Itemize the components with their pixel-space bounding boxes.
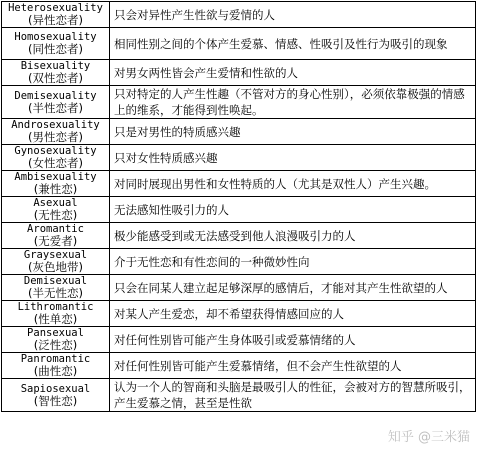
term-cell bbox=[2, 223, 110, 249]
term-english: Asexual bbox=[33, 197, 78, 209]
table-row bbox=[2, 2, 476, 28]
table-row bbox=[2, 28, 476, 60]
term-chinese: (灰色地带) bbox=[28, 260, 83, 274]
definition-cell: 对任何性别皆可能产生身体吸引或爱慕情绪的人 bbox=[110, 327, 476, 353]
term-cell bbox=[2, 28, 110, 60]
term-cell bbox=[2, 60, 110, 86]
table-row bbox=[2, 60, 476, 86]
table-row bbox=[2, 275, 476, 301]
term-english: Demisexuality bbox=[14, 89, 97, 102]
term-chinese: (曲性恋) bbox=[33, 364, 78, 378]
term-chinese: (同性恋者) bbox=[28, 42, 83, 56]
term-cell bbox=[2, 327, 110, 353]
definition-cell: 认为一个人的智商和头脑是最吸引人的性征，会被对方的智慧所吸引，产生爱慕之情，甚至是性欲 bbox=[110, 379, 476, 412]
table-row bbox=[2, 171, 476, 197]
term-chinese: (双性恋者) bbox=[28, 71, 83, 85]
term-cell bbox=[2, 249, 110, 275]
table-row bbox=[2, 197, 476, 223]
term-english: Aromantic bbox=[27, 223, 84, 235]
term-chinese: (兼性恋) bbox=[33, 182, 78, 196]
definition-cell: 对男女两性皆会产生爱情和性欲的人 bbox=[110, 60, 476, 86]
term-english: Bisexuality bbox=[20, 60, 91, 72]
term-chinese: (半性恋者) bbox=[28, 100, 83, 115]
definition-cell: 只对女性特质感兴趣 bbox=[110, 145, 476, 171]
term-english: Androsexuality bbox=[11, 119, 100, 131]
term-english: Panromantic bbox=[20, 353, 91, 365]
term-chinese: (异性恋者) bbox=[28, 13, 83, 27]
term-english: Gynosexuality bbox=[14, 145, 97, 157]
term-cell bbox=[2, 86, 110, 119]
definition-cell: 无法感知性吸引力的人 bbox=[110, 197, 476, 223]
definition-cell: 只对特定的人产生性趣（不管对方的身心性别），必须依靠极强的情感上的维系，才能得到性唤起。 bbox=[110, 86, 476, 119]
term-chinese: (泛性恋) bbox=[33, 338, 78, 352]
table-row bbox=[2, 327, 476, 353]
term-cell bbox=[2, 301, 110, 327]
terms-table bbox=[1, 1, 476, 412]
term-cell bbox=[2, 379, 110, 412]
term-english: Ambisexuality bbox=[14, 171, 97, 183]
term-english: Pansexual bbox=[27, 327, 84, 339]
watermark: 知乎 @三米猫 bbox=[387, 430, 470, 445]
definition-cell: 只会对异性产生性欲与爱情的人 bbox=[110, 2, 476, 28]
term-english: Homosexuality bbox=[14, 31, 97, 43]
term-cell bbox=[2, 171, 110, 197]
term-cell bbox=[2, 197, 110, 223]
term-cell bbox=[2, 119, 110, 145]
table-row bbox=[2, 353, 476, 379]
term-english: Demisexual bbox=[23, 275, 88, 287]
term-english: Heterosexuality bbox=[8, 2, 103, 14]
term-cell bbox=[2, 275, 110, 301]
definition-cell: 只会在同某人建立起足够深厚的感情后，才能对其产生性欲望的人 bbox=[110, 275, 476, 301]
term-chinese: (无爱者) bbox=[33, 234, 78, 248]
table-row bbox=[2, 145, 476, 171]
definition-cell: 相同性别之间的个体产生爱慕、情感、性吸引及性行为吸引的现象 bbox=[110, 28, 476, 60]
term-english: Sapiosexual bbox=[20, 382, 91, 395]
term-chinese: (男性恋者) bbox=[28, 130, 83, 144]
table-row bbox=[2, 379, 476, 412]
term-chinese: (性单恋) bbox=[33, 312, 78, 326]
definition-cell: 只是对男性的特质感兴趣 bbox=[110, 119, 476, 145]
term-english: Lithromantic bbox=[17, 301, 94, 313]
table-row bbox=[2, 249, 476, 275]
term-chinese: (女性恋者) bbox=[28, 156, 83, 170]
definition-cell: 对同时展现出男性和女性特质的人（尤其是双性人）产生兴趣。 bbox=[110, 171, 476, 197]
term-cell bbox=[2, 2, 110, 28]
definition-cell: 介于无性恋和有性恋间的一种微妙性向 bbox=[110, 249, 476, 275]
terms-table-body bbox=[2, 2, 476, 412]
table-row bbox=[2, 301, 476, 327]
term-cell bbox=[2, 145, 110, 171]
term-chinese: (无性恋) bbox=[33, 208, 78, 222]
definition-cell: 对任何性别皆可能产生爱慕情绪，但不会产生性欲望的人 bbox=[110, 353, 476, 379]
term-english: Graysexual bbox=[23, 249, 88, 261]
definition-cell: 对某人产生爱恋，却不希望获得情感回应的人 bbox=[110, 301, 476, 327]
term-chinese: (半无性恋) bbox=[28, 286, 83, 300]
term-cell bbox=[2, 353, 110, 379]
table-row bbox=[2, 119, 476, 145]
table-row bbox=[2, 223, 476, 249]
definition-cell: 极少能感受到或无法感受到他人浪漫吸引力的人 bbox=[110, 223, 476, 249]
table-row bbox=[2, 86, 476, 119]
term-chinese: (智性恋) bbox=[33, 393, 78, 408]
